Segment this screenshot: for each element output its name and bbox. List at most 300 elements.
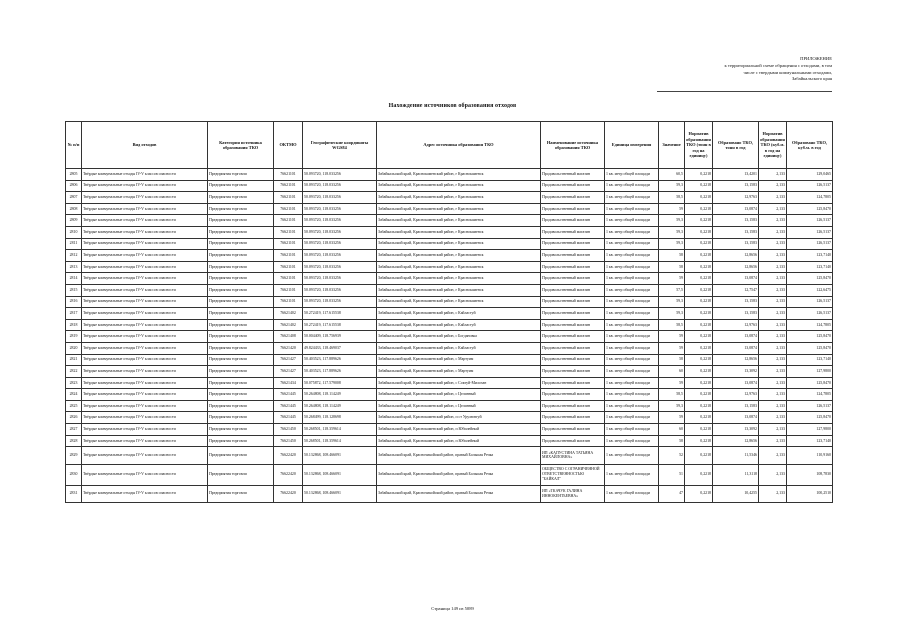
cell-source-name: Продовольственный магазин bbox=[541, 319, 605, 331]
cell-value: 58,5 bbox=[659, 192, 685, 204]
cell-tko-m3: 123,7140 bbox=[787, 435, 833, 447]
cell-tko-tonnes: 13,1583 bbox=[713, 308, 759, 320]
cell-oktmo: 76621101 bbox=[274, 296, 303, 308]
cell-category: Предприятия торговли bbox=[208, 485, 274, 502]
cell-unit: 1 кв. метр общей площади bbox=[605, 238, 659, 250]
cell-tko-m3: 126,5137 bbox=[787, 215, 833, 227]
table-row bbox=[66, 273, 833, 285]
cell-source-name: Продовольственный магазин bbox=[541, 273, 605, 285]
cell-no: 2820 bbox=[66, 342, 82, 354]
cell-coords: 50.093720, 118.033256 bbox=[303, 261, 377, 273]
cell-address: Забайкальский край, Красночикойский район, правый Большая Речка bbox=[377, 464, 541, 485]
cell-source-name: Продовольственный магазин bbox=[541, 215, 605, 227]
cell-value: 60,5 bbox=[659, 169, 685, 181]
cell-norm-m3: 2,133 bbox=[759, 354, 787, 366]
cell-category: Предприятия торговли bbox=[208, 424, 274, 436]
cell-source-name: Продовольственный магазин bbox=[541, 366, 605, 378]
cell-coords: 50.132868, 108.466091 bbox=[303, 464, 377, 485]
cell-waste: Твёрдые коммунальные отходы IV-V классов опасности bbox=[82, 296, 208, 308]
table-row bbox=[66, 203, 833, 215]
cell-value: 59,3 bbox=[659, 226, 685, 238]
cell-coords: 50.093720, 118.033256 bbox=[303, 238, 377, 250]
cell-oktmo: 76621101 bbox=[274, 284, 303, 296]
cell-norm-tonnes: 0,2218 bbox=[685, 238, 713, 250]
cell-no: 2823 bbox=[66, 377, 82, 389]
cell-tko-m3: 100,2510 bbox=[787, 485, 833, 502]
cell-waste: Твёрдые коммунальные отходы IV-V классов опасности bbox=[82, 412, 208, 424]
table-row bbox=[66, 435, 833, 447]
cell-waste: Твёрдые коммунальные отходы IV-V классов опасности bbox=[82, 331, 208, 343]
cell-no: 2810 bbox=[66, 226, 82, 238]
cell-address: Забайкальский край, Краснокаменский район, г Краснокаменск bbox=[377, 261, 541, 273]
cell-norm-m3: 2,133 bbox=[759, 192, 787, 204]
appendix-line: числе с твердыми коммунальными отходами, bbox=[743, 69, 832, 75]
cell-source-name: Продовольственный магазин bbox=[541, 400, 605, 412]
cell-address: Забайкальский край, Краснокаменский район, г Краснокаменск bbox=[377, 192, 541, 204]
cell-norm-m3: 2,133 bbox=[759, 284, 787, 296]
cell-source-name: Продовольственный магазин bbox=[541, 308, 605, 320]
table-row bbox=[66, 284, 833, 296]
cell-oktmo: 76622420 bbox=[274, 447, 303, 464]
cell-unit: 1 кв. метр общей площади bbox=[605, 342, 659, 354]
cell-tko-m3: 126,5137 bbox=[787, 180, 833, 192]
cell-address: Забайкальский край, Краснокаменский район, г Краснокаменск bbox=[377, 226, 541, 238]
cell-source-name: Продовольственный магазин bbox=[541, 238, 605, 250]
cell-norm-tonnes: 0,2218 bbox=[685, 485, 713, 502]
cell-no: 2809 bbox=[66, 215, 82, 227]
cell-no: 2827 bbox=[66, 424, 82, 436]
cell-coords: 50.075872, 117.579008 bbox=[303, 377, 377, 389]
cell-oktmo: 76621101 bbox=[274, 238, 303, 250]
cell-oktmo: 76621420 bbox=[274, 342, 303, 354]
cell-no: 2816 bbox=[66, 296, 82, 308]
cell-source-name: Продовольственный магазин bbox=[541, 169, 605, 181]
appendix-line: Забайкальского края bbox=[791, 76, 832, 82]
cell-oktmo: 76621408 bbox=[274, 331, 303, 343]
cell-category: Предприятия торговли bbox=[208, 389, 274, 401]
cell-coords: 50.264808, 118.114249 bbox=[303, 400, 377, 412]
table-row bbox=[66, 354, 833, 366]
cell-unit: 1 кв. метр общей площади bbox=[605, 226, 659, 238]
cell-no: 2818 bbox=[66, 319, 82, 331]
cell-value: 59 bbox=[659, 273, 685, 285]
cell-value: 59 bbox=[659, 342, 685, 354]
table-row bbox=[66, 331, 833, 343]
cell-norm-m3: 2,133 bbox=[759, 389, 787, 401]
cell-coords: 50.093720, 118.033256 bbox=[303, 203, 377, 215]
cell-oktmo: 76621445 bbox=[274, 389, 303, 401]
cell-coords: 50.093720, 118.033256 bbox=[303, 215, 377, 227]
cell-source-name: Продовольственный магазин bbox=[541, 342, 605, 354]
table-row bbox=[66, 485, 833, 502]
cell-oktmo: 76621101 bbox=[274, 203, 303, 215]
col-header-source-name: Наименование источника образования ТКО bbox=[541, 122, 605, 169]
cell-tko-m3: 110,9160 bbox=[787, 447, 833, 464]
cell-no: 2831 bbox=[66, 485, 82, 502]
cell-waste: Твёрдые коммунальные отходы IV-V классов опасности bbox=[82, 447, 208, 464]
cell-tko-tonnes: 13,3092 bbox=[713, 424, 759, 436]
cell-waste: Твёрдые коммунальные отходы IV-V классов опасности bbox=[82, 354, 208, 366]
cell-oktmo: 76621450 bbox=[274, 424, 303, 436]
cell-unit: 1 кв. метр общей площади bbox=[605, 331, 659, 343]
cell-oktmo: 76621101 bbox=[274, 250, 303, 262]
cell-tko-tonnes: 13,0874 bbox=[713, 412, 759, 424]
cell-norm-m3: 2,133 bbox=[759, 261, 787, 273]
cell-source-name: Продовольственный магазин bbox=[541, 226, 605, 238]
cell-value: 59,3 bbox=[659, 238, 685, 250]
cell-address: Забайкальский край, Краснокаменский район, г Краснокаменск bbox=[377, 250, 541, 262]
cell-source-name: Продовольственный магазин bbox=[541, 389, 605, 401]
cell-coords: 49.824433, 118.469037 bbox=[303, 342, 377, 354]
cell-coords: 50.093720, 118.033256 bbox=[303, 273, 377, 285]
cell-coords: 50.093720, 118.033256 bbox=[303, 250, 377, 262]
cell-tko-tonnes: 13,3092 bbox=[713, 366, 759, 378]
cell-tko-tonnes: 12,8656 bbox=[713, 261, 759, 273]
cell-source-name: Продовольственный магазин bbox=[541, 250, 605, 262]
cell-category: Предприятия торговли bbox=[208, 215, 274, 227]
cell-norm-m3: 2,133 bbox=[759, 377, 787, 389]
cell-source-name: Продовольственный магазин bbox=[541, 180, 605, 192]
cell-address: Забайкальский край, Краснокаменский район, с Кайластуй bbox=[377, 342, 541, 354]
cell-tko-tonnes: 11,3118 bbox=[713, 464, 759, 485]
cell-value: 58,5 bbox=[659, 319, 685, 331]
cell-norm-tonnes: 0,2218 bbox=[685, 319, 713, 331]
cell-oktmo: 76621402 bbox=[274, 308, 303, 320]
cell-no: 2819 bbox=[66, 331, 82, 343]
cell-waste: Твёрдые коммунальные отходы IV-V классов опасности bbox=[82, 169, 208, 181]
table-body bbox=[66, 169, 833, 503]
cell-tko-m3: 125,8470 bbox=[787, 331, 833, 343]
cell-coords: 50.093720, 118.033256 bbox=[303, 284, 377, 296]
cell-no: 2825 bbox=[66, 400, 82, 412]
cell-tko-tonnes: 12,9763 bbox=[713, 192, 759, 204]
cell-waste: Твёрдые коммунальные отходы IV-V классов опасности bbox=[82, 238, 208, 250]
cell-tko-m3: 126,5137 bbox=[787, 226, 833, 238]
cell-tko-m3: 127,9800 bbox=[787, 424, 833, 436]
cell-unit: 1 кв. метр общей площади bbox=[605, 180, 659, 192]
cell-category: Предприятия торговли bbox=[208, 250, 274, 262]
cell-coords: 50.268501, 118.359614 bbox=[303, 435, 377, 447]
cell-value: 59 bbox=[659, 203, 685, 215]
table-row bbox=[66, 319, 833, 331]
cell-tko-tonnes: 10,4255 bbox=[713, 485, 759, 502]
cell-no: 2826 bbox=[66, 412, 82, 424]
cell-waste: Твёрдые коммунальные отходы IV-V классов опасности bbox=[82, 284, 208, 296]
cell-unit: 1 кв. метр общей площади bbox=[605, 377, 659, 389]
cell-tko-m3: 126,5137 bbox=[787, 308, 833, 320]
cell-coords: 50.272419, 117.615538 bbox=[303, 308, 377, 320]
cell-oktmo: 76622420 bbox=[274, 485, 303, 502]
cell-waste: Твёрдые коммунальные отходы IV-V классов опасности bbox=[82, 215, 208, 227]
cell-unit: 1 кв. метр общей площади bbox=[605, 400, 659, 412]
col-header-tko-tonnes: Образовано ТКО, тонн в год bbox=[713, 122, 759, 169]
cell-source-name: Продовольственный магазин bbox=[541, 261, 605, 273]
cell-norm-m3: 2,133 bbox=[759, 485, 787, 502]
cell-norm-m3: 2,133 bbox=[759, 331, 787, 343]
cell-norm-m3: 2,133 bbox=[759, 366, 787, 378]
cell-norm-m3: 2,133 bbox=[759, 435, 787, 447]
cell-no: 2808 bbox=[66, 203, 82, 215]
cell-norm-tonnes: 0,2218 bbox=[685, 192, 713, 204]
cell-address: Забайкальский край, Краснокаменский район, г Краснокаменск bbox=[377, 273, 541, 285]
table-row bbox=[66, 250, 833, 262]
cell-coords: 50.268499, 118.128698 bbox=[303, 412, 377, 424]
cell-tko-tonnes: 13,4201 bbox=[713, 169, 759, 181]
appendix-line: ПРИЛОЖЕНИЕ bbox=[800, 56, 832, 61]
cell-norm-m3: 2,133 bbox=[759, 400, 787, 412]
cell-tko-tonnes: 12,8656 bbox=[713, 435, 759, 447]
cell-oktmo: 76621101 bbox=[274, 273, 303, 285]
cell-tko-tonnes: 13,0874 bbox=[713, 203, 759, 215]
cell-address: Забайкальский край, Краснокаменский район, г Краснокаменск bbox=[377, 180, 541, 192]
table-row bbox=[66, 238, 833, 250]
cell-norm-tonnes: 0,2218 bbox=[685, 226, 713, 238]
cell-value: 57,5 bbox=[659, 284, 685, 296]
cell-norm-m3: 2,133 bbox=[759, 464, 787, 485]
cell-norm-tonnes: 0,2218 bbox=[685, 435, 713, 447]
page-number: Страница 149 из 5089 bbox=[431, 606, 474, 611]
table-row bbox=[66, 180, 833, 192]
cell-tko-m3: 126,5137 bbox=[787, 238, 833, 250]
cell-tko-m3: 124,7805 bbox=[787, 389, 833, 401]
cell-waste: Твёрдые коммунальные отходы IV-V классов опасности bbox=[82, 464, 208, 485]
cell-no: 2813 bbox=[66, 261, 82, 273]
table-row bbox=[66, 464, 833, 485]
cell-waste: Твёрдые коммунальные отходы IV-V классов опасности bbox=[82, 203, 208, 215]
cell-norm-m3: 2,133 bbox=[759, 226, 787, 238]
cell-coords: 50.403523, 117.889626 bbox=[303, 354, 377, 366]
table-row bbox=[66, 342, 833, 354]
cell-source-name: Продовольственный магазин bbox=[541, 192, 605, 204]
cell-no: 2829 bbox=[66, 447, 82, 464]
cell-source-name: Продовольственный магазин bbox=[541, 296, 605, 308]
cell-norm-tonnes: 0,2218 bbox=[685, 308, 713, 320]
cell-tko-m3: 125,8470 bbox=[787, 273, 833, 285]
cell-unit: 1 кв. метр общей площади bbox=[605, 435, 659, 447]
cell-source-name: Продовольственный магазин bbox=[541, 435, 605, 447]
cell-address: Забайкальский край, Краснокаменский район, г Краснокаменск bbox=[377, 215, 541, 227]
cell-tko-m3: 127,9800 bbox=[787, 366, 833, 378]
waste-source-table bbox=[65, 121, 833, 503]
cell-category: Предприятия торговли bbox=[208, 319, 274, 331]
cell-oktmo: 76622420 bbox=[274, 464, 303, 485]
cell-source-name: Продовольственный магазин bbox=[541, 377, 605, 389]
cell-unit: 1 кв. метр общей площади bbox=[605, 169, 659, 181]
cell-no: 2828 bbox=[66, 435, 82, 447]
cell-value: 59 bbox=[659, 412, 685, 424]
cell-waste: Твёрдые коммунальные отходы IV-V классов опасности bbox=[82, 261, 208, 273]
cell-norm-tonnes: 0,2218 bbox=[685, 215, 713, 227]
cell-tko-tonnes: 13,0874 bbox=[713, 331, 759, 343]
cell-waste: Твёрдые коммунальные отходы IV-V классов опасности bbox=[82, 342, 208, 354]
cell-norm-tonnes: 0,2218 bbox=[685, 389, 713, 401]
cell-norm-tonnes: 0,2218 bbox=[685, 424, 713, 436]
cell-waste: Твёрдые коммунальные отходы IV-V классов опасности bbox=[82, 192, 208, 204]
cell-address: Забайкальский край, Краснокаменский район, г Краснокаменск bbox=[377, 296, 541, 308]
cell-address: Забайкальский край, Краснокаменский район, п ст Урулюнгуй bbox=[377, 412, 541, 424]
cell-tko-m3: 123,7140 bbox=[787, 354, 833, 366]
cell-norm-tonnes: 0,2218 bbox=[685, 250, 713, 262]
cell-norm-tonnes: 0,2218 bbox=[685, 366, 713, 378]
cell-tko-tonnes: 12,9763 bbox=[713, 389, 759, 401]
cell-norm-tonnes: 0,2218 bbox=[685, 331, 713, 343]
cell-unit: 1 кв. метр общей площади bbox=[605, 485, 659, 502]
cell-waste: Твёрдые коммунальные отходы IV-V классов опасности bbox=[82, 389, 208, 401]
cell-value: 58 bbox=[659, 435, 685, 447]
cell-value: 60 bbox=[659, 424, 685, 436]
cell-value: 59,3 bbox=[659, 180, 685, 192]
cell-source-name: Продовольственный магазин bbox=[541, 354, 605, 366]
cell-unit: 1 кв. метр общей площади bbox=[605, 250, 659, 262]
cell-tko-m3: 125,8470 bbox=[787, 412, 833, 424]
cell-norm-tonnes: 0,2218 bbox=[685, 296, 713, 308]
cell-category: Предприятия торговли bbox=[208, 464, 274, 485]
cell-value: 58 bbox=[659, 261, 685, 273]
cell-tko-tonnes: 13,0874 bbox=[713, 342, 759, 354]
cell-coords: 50.093720, 118.033256 bbox=[303, 169, 377, 181]
cell-norm-m3: 2,133 bbox=[759, 412, 787, 424]
table-row bbox=[66, 215, 833, 227]
cell-address: Забайкальский край, Краснокаменский район, с Мартуим bbox=[377, 366, 541, 378]
cell-norm-m3: 2,133 bbox=[759, 180, 787, 192]
cell-address: Забайкальский край, Краснокаменский район, с Целинный bbox=[377, 400, 541, 412]
cell-waste: Твёрдые коммунальные отходы IV-V классов опасности bbox=[82, 308, 208, 320]
appendix-note bbox=[620, 56, 832, 83]
cell-category: Предприятия торговли bbox=[208, 169, 274, 181]
table-row bbox=[66, 447, 833, 464]
table-row bbox=[66, 308, 833, 320]
cell-category: Предприятия торговли bbox=[208, 435, 274, 447]
cell-no: 2824 bbox=[66, 389, 82, 401]
table-row bbox=[66, 296, 833, 308]
cell-value: 52 bbox=[659, 447, 685, 464]
cell-norm-tonnes: 0,2218 bbox=[685, 203, 713, 215]
cell-tko-tonnes: 13,0874 bbox=[713, 273, 759, 285]
table-row bbox=[66, 377, 833, 389]
cell-tko-m3: 122,6475 bbox=[787, 284, 833, 296]
cell-no: 2811 bbox=[66, 238, 82, 250]
col-header-tko-m3: Образовано ТКО, куб.м. в год bbox=[787, 122, 833, 169]
cell-tko-m3: 123,7140 bbox=[787, 250, 833, 262]
cell-unit: 1 кв. метр общей площади bbox=[605, 464, 659, 485]
cell-tko-m3: 124,7805 bbox=[787, 192, 833, 204]
cell-coords: 50.132868, 108.466091 bbox=[303, 485, 377, 502]
cell-no: 2822 bbox=[66, 366, 82, 378]
col-header-address: Адрес источника образования ТКО bbox=[377, 122, 541, 169]
cell-category: Предприятия торговли bbox=[208, 366, 274, 378]
cell-coords: 50.093720, 118.033256 bbox=[303, 180, 377, 192]
cell-coords: 50.268501, 118.359614 bbox=[303, 424, 377, 436]
cell-value: 59,3 bbox=[659, 308, 685, 320]
cell-address: Забайкальский край, Краснокаменский район, г Краснокаменск bbox=[377, 203, 541, 215]
table-row bbox=[66, 412, 833, 424]
cell-oktmo: 76621101 bbox=[274, 261, 303, 273]
cell-unit: 1 кв. метр общей площади bbox=[605, 319, 659, 331]
cell-waste: Твёрдые коммунальные отходы IV-V классов опасности bbox=[82, 400, 208, 412]
cell-category: Предприятия торговли bbox=[208, 192, 274, 204]
cell-category: Предприятия торговли bbox=[208, 296, 274, 308]
cell-waste: Твёрдые коммунальные отходы IV-V классов опасности bbox=[82, 273, 208, 285]
cell-norm-tonnes: 0,2218 bbox=[685, 354, 713, 366]
cell-tko-tonnes: 11,5346 bbox=[713, 447, 759, 464]
cell-norm-tonnes: 0,2218 bbox=[685, 342, 713, 354]
cell-oktmo: 76621450 bbox=[274, 435, 303, 447]
cell-norm-m3: 2,133 bbox=[759, 273, 787, 285]
cell-unit: 1 кв. метр общей площади bbox=[605, 296, 659, 308]
cell-value: 58 bbox=[659, 250, 685, 262]
cell-oktmo: 76621101 bbox=[274, 226, 303, 238]
cell-category: Предприятия торговли bbox=[208, 226, 274, 238]
cell-tko-m3: 123,7140 bbox=[787, 261, 833, 273]
cell-category: Предприятия торговли bbox=[208, 412, 274, 424]
cell-unit: 1 кв. метр общей площади bbox=[605, 203, 659, 215]
cell-unit: 1 кв. метр общей площади bbox=[605, 215, 659, 227]
col-header-norm-m3: Норматив образования ТКО (куб.м. в год на единицу) bbox=[759, 122, 787, 169]
cell-tko-tonnes: 12,8656 bbox=[713, 250, 759, 262]
col-header-no: № п/п bbox=[66, 122, 82, 169]
cell-waste: Твёрдые коммунальные отходы IV-V классов опасности bbox=[82, 366, 208, 378]
cell-address: Забайкальский край, Краснокаменский район, с Кайластуй bbox=[377, 308, 541, 320]
cell-oktmo: 76621101 bbox=[274, 215, 303, 227]
cell-no: 2814 bbox=[66, 273, 82, 285]
cell-category: Предприятия торговли bbox=[208, 331, 274, 343]
cell-coords: 50.093720, 118.033256 bbox=[303, 192, 377, 204]
cell-no: 2812 bbox=[66, 250, 82, 262]
cell-category: Предприятия торговли bbox=[208, 284, 274, 296]
cell-category: Предприятия торговли bbox=[208, 400, 274, 412]
cell-oktmo: 76621101 bbox=[274, 180, 303, 192]
cell-tko-tonnes: 13,1583 bbox=[713, 400, 759, 412]
cell-waste: Твёрдые коммунальные отходы IV-V классов опасности bbox=[82, 377, 208, 389]
cell-oktmo: 76621434 bbox=[274, 377, 303, 389]
cell-address: Забайкальский край, Краснокаменский район, с Кайластуй bbox=[377, 319, 541, 331]
cell-tko-tonnes: 13,1583 bbox=[713, 238, 759, 250]
cell-source-name: ОБЩЕСТВО С ОГРАНИЧЕННОЙ ОТВЕТСТВЕННОСТЬЮ "БАЙКАЛ" bbox=[541, 464, 605, 485]
table-row bbox=[66, 424, 833, 436]
col-header-unit: Единица измерения bbox=[605, 122, 659, 169]
cell-no: 2830 bbox=[66, 464, 82, 485]
col-header-coords: Географические координаты WGS84 bbox=[303, 122, 377, 169]
cell-norm-m3: 2,133 bbox=[759, 342, 787, 354]
cell-unit: 1 кв. метр общей площади bbox=[605, 192, 659, 204]
cell-category: Предприятия торговли bbox=[208, 203, 274, 215]
table-row bbox=[66, 389, 833, 401]
cell-norm-m3: 2,133 bbox=[759, 308, 787, 320]
cell-value: 59,3 bbox=[659, 400, 685, 412]
cell-norm-m3: 2,133 bbox=[759, 238, 787, 250]
cell-waste: Твёрдые коммунальные отходы IV-V классов опасности bbox=[82, 226, 208, 238]
cell-no: 2806 bbox=[66, 180, 82, 192]
cell-address: Забайкальский край, Краснокаменский район, с Целинный bbox=[377, 389, 541, 401]
cell-oktmo: 76621427 bbox=[274, 366, 303, 378]
header-row bbox=[66, 122, 833, 169]
cell-tko-tonnes: 12,9763 bbox=[713, 319, 759, 331]
cell-oktmo: 76621427 bbox=[274, 354, 303, 366]
cell-tko-tonnes: 12,8656 bbox=[713, 354, 759, 366]
cell-waste: Твёрдые коммунальные отходы IV-V классов опасности bbox=[82, 485, 208, 502]
cell-source-name: ИП «КАПУСТИНА ТАТЬЯНА МИХАЙЛОВНА» bbox=[541, 447, 605, 464]
cell-unit: 1 кв. метр общей площади bbox=[605, 366, 659, 378]
cell-category: Предприятия торговли bbox=[208, 342, 274, 354]
cell-unit: 1 кв. метр общей площади bbox=[605, 447, 659, 464]
table-row bbox=[66, 366, 833, 378]
table-row bbox=[66, 169, 833, 181]
cell-category: Предприятия торговли bbox=[208, 377, 274, 389]
cell-source-name: Продовольственный магазин bbox=[541, 284, 605, 296]
table-row bbox=[66, 226, 833, 238]
cell-value: 59,3 bbox=[659, 296, 685, 308]
cell-norm-tonnes: 0,2218 bbox=[685, 464, 713, 485]
